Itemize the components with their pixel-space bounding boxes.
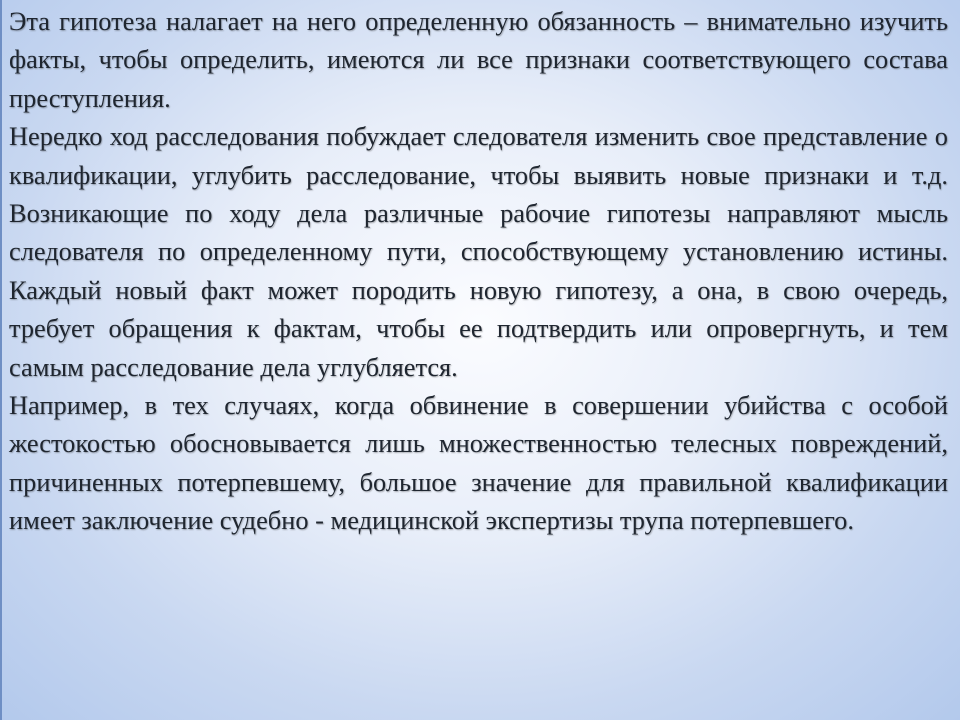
slide-left-border [0,0,2,720]
paragraph-1: Эта гипотеза налагает на него определенную обязанность – внимательно изучить факты, чтобы определить, имеются ли все признаки соответствующего состава преступления. [9,6,948,113]
slide-text-body [9,2,948,540]
paragraph-3: Например, в тех случаях, когда обвинение в совершении убийства с особой жестокостью обосновывается лишь множественностью телесных повреждений, причиненных потерпевшему, большое значение для правильной квалификации имеет заключение судебно - медицинской экспертизы трупа потерпевшего. [9,390,948,536]
paragraph-2: Нередко ход расследования побуждает следователя изменить свое представление о квалификации, углубить расследование, чтобы выявить новые признаки и т.д. Возникающие по ходу дела различные рабочие гипотезы направляют мысль следователя по определенному пути, способствующему установлению истины. Каждый новый факт может породить новую гипотезу, а она, в свою очередь, требует обращения к фактам, чтобы ее подтвердить или опровергнуть, и тем самым расследование дела углубляется. [9,121,948,382]
